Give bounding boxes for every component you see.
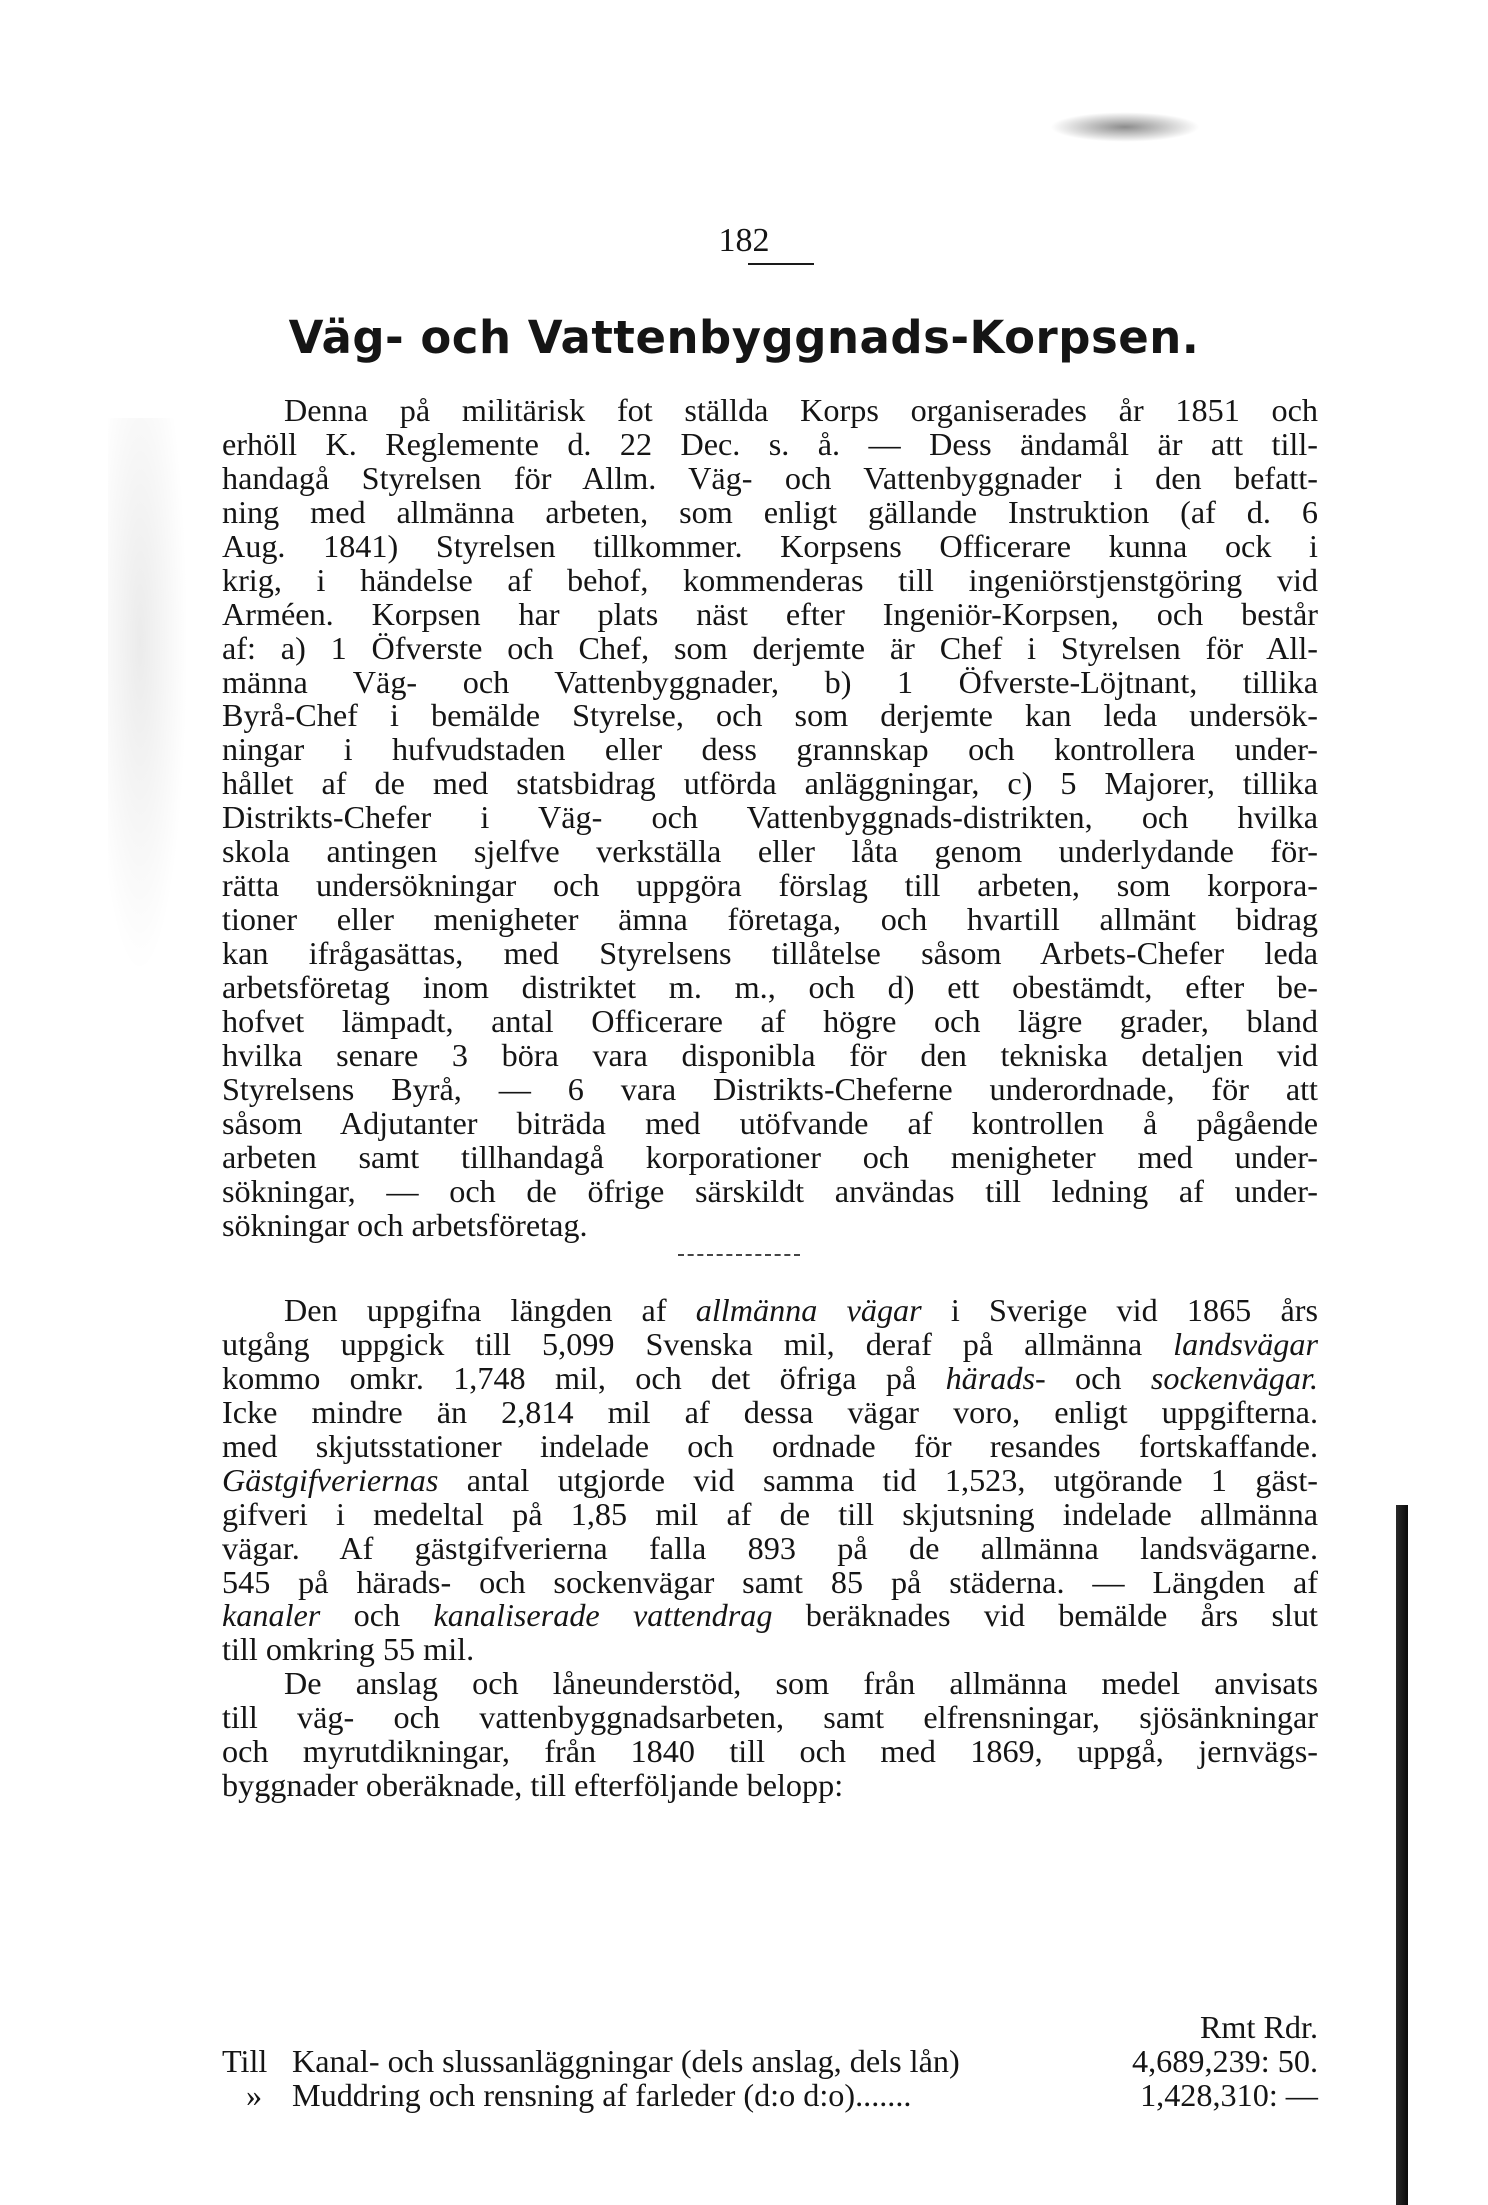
text-line: Icke mindre än 2,814 mil af dessa vägar voro, enligt uppgifterna. — [222, 1393, 1318, 1430]
text-line: hofvet lämpadt, antal Officerare af högre och lägre grader, bland — [222, 1002, 1318, 1039]
binding-edge — [1396, 1505, 1408, 2205]
table-row — [222, 2044, 1318, 2078]
page-number-rule — [748, 263, 814, 265]
section-vagar-paragraph — [222, 1294, 1318, 1803]
text-line: hållet af de med statsbidrag utförda anläggningar, c) 5 Majorer, tillika — [222, 765, 1318, 802]
text-run: i Sverige vid 1865 års — [921, 1292, 1318, 1328]
text-line: hvilka senare 3 böra vara disponibla för den tekniska detaljen vid — [222, 1036, 1318, 1073]
text-line — [222, 1294, 1318, 1328]
text-line: af: a) 1 Öfverste och Chef, som derjemte är Chef i Styrelsen för All- — [222, 629, 1318, 666]
text-line: Arméen. Korpsen har plats näst efter Ingeniör-Korpsen, och består — [222, 595, 1318, 632]
text-line: med skjutsstationer indelade och ordnade för resandes fortskaffande. — [222, 1427, 1318, 1464]
page-number: 182 — [718, 222, 770, 259]
table-row — [222, 2078, 1318, 2112]
section-separator — [678, 1254, 800, 1256]
text-run: och — [320, 1597, 434, 1634]
currency-header: Rmt Rdr. — [1199, 2009, 1318, 2045]
text-line: handagå Styrelsen för Allm. Väg- och Vattenbyggnader i den befatt- — [222, 459, 1318, 496]
row-lead: Till — [222, 2043, 268, 2079]
margin-stain — [108, 418, 188, 978]
text-line: gifveri i medeltal på 1,85 mil af de till skjutsning indelade allmänna — [222, 1495, 1318, 1532]
italic-term: kanaler — [222, 1597, 321, 1634]
corner-smudge — [1050, 112, 1200, 142]
text-line: vägar. Af gästgifverierna falla 893 på de allmänna landsvägarne. — [222, 1529, 1318, 1566]
text-line: De anslag och låneunderstöd, som från allmänna medel anvisats — [284, 1665, 1318, 1702]
italic-term: sockenvägar. — [1150, 1359, 1318, 1396]
text-line: kan ifrågasättas, med Styrelsens tillåtelse såsom Arbets-Chefer leda — [222, 935, 1318, 971]
text-run: utgång uppgick till 5,099 Svenska mil, deraf på allmänna — [222, 1325, 1174, 1362]
text-line: Styrelsens Byrå, — 6 vara Distrikts-Cheferne underordnade, för att — [222, 1070, 1318, 1107]
text-run: och — [1045, 1359, 1151, 1396]
row-amount: 4,689,239: 50. — [1132, 2043, 1318, 2079]
text-line: Byrå-Chef i bemälde Styrelse, och som derjemte kan leda undersök- — [222, 697, 1318, 734]
text-line: Denna på militärisk fot ställda Korps organiserades år 1851 och — [284, 392, 1318, 428]
text-line: Aug. 1841) Styrelsen tillkommer. Korpsens Officerare kunna ock i — [222, 527, 1318, 564]
text-line: sökningar, — och de öfrige särskildt användas till ledning af under- — [222, 1172, 1318, 1209]
text-line: krig, i händelse af behof, kommenderas till ingeniörstjenstgöring vid — [222, 561, 1318, 598]
text-line: rätta undersökningar och uppgöra förslag till arbeten, som korpora- — [222, 867, 1318, 904]
text-line — [222, 1599, 1318, 1633]
text-line: 545 på härads- och sockenvägar samt 85 på städerna. — Längden af — [222, 1563, 1318, 1600]
italic-term: landsvägar — [1173, 1325, 1318, 1362]
text-line — [222, 1461, 1318, 1498]
text-line: till väg- och vattenbyggnadsarbeten, samt elfrensningar, sjösänkningar — [222, 1699, 1318, 1736]
section-korpsen-paragraph — [222, 394, 1318, 1242]
text-line: Distrikts-Chefer i Väg- och Vattenbyggnads-distrikten, och hvilka — [222, 799, 1318, 836]
row-lead: » — [246, 2077, 263, 2113]
text-line: sökningar och arbetsföretag. — [222, 1206, 588, 1243]
text-run: beräknades vid bemälde års slut — [772, 1597, 1318, 1634]
italic-term: Gästgifveriernas — [222, 1461, 439, 1498]
section-heading: Väg- och Vattenbyggnads-Korpsen. — [288, 311, 1200, 364]
text-line: byggnader oberäknade, till efterföljande belopp: — [222, 1767, 844, 1804]
italic-term: härads- — [945, 1359, 1046, 1396]
text-line: skola antingen sjelfve verkställa eller låta genom underlydande för- — [222, 833, 1318, 870]
row-description: Muddring och rensning af farleder (d:o d:o)....... — [292, 2077, 912, 2113]
text-line: arbeten samt tillhandagå korporationer och menigheter med under- — [222, 1138, 1318, 1175]
text-line: ningar i hufvudstaden eller dess grannskap och kontrollera under- — [222, 731, 1318, 768]
row-amount: 1,428,310: — — [1140, 2077, 1318, 2113]
row-description: Kanal- och slussanläggningar (dels anslag, dels lån) — [292, 2043, 960, 2079]
text-line: ning med allmänna arbeten, som enligt gällande Instruktion (af d. 6 — [222, 493, 1318, 530]
text-line: tioner eller menigheter ämna företaga, och hvartill allmänt bidrag — [222, 901, 1318, 938]
text-line: såsom Adjutanter biträda med utöfvande af kontrollen å pågående — [222, 1104, 1318, 1141]
text-line: och myrutdikningar, från 1840 till och med 1869, uppgå, jernvägs- — [222, 1733, 1318, 1770]
text-run: antal utgjorde vid samma tid 1,523, utgörande 1 gäst- — [438, 1461, 1318, 1498]
text-run: Den uppgifna längden af — [284, 1292, 696, 1328]
text-line — [222, 1359, 1318, 1396]
italic-term: allmänna vägar — [695, 1292, 922, 1328]
text-line — [222, 1325, 1318, 1362]
text-run: kommo omkr. 1,748 mil, och det öfriga på — [222, 1359, 946, 1396]
text-line: männa Väg- och Vattenbyggnader, b) 1 Öfverste-Löjtnant, tillika — [222, 663, 1318, 700]
text-line: arbetsföretag inom distriktet m. m., och d) ett obestämdt, efter be- — [222, 968, 1318, 1005]
text-line: till omkring 55 mil. — [222, 1631, 475, 1668]
italic-term: kanaliserade vattendrag — [433, 1597, 773, 1634]
text-line: erhöll K. Reglemente d. 22 Dec. s. å. — Dess ändamål är att till- — [222, 425, 1318, 462]
